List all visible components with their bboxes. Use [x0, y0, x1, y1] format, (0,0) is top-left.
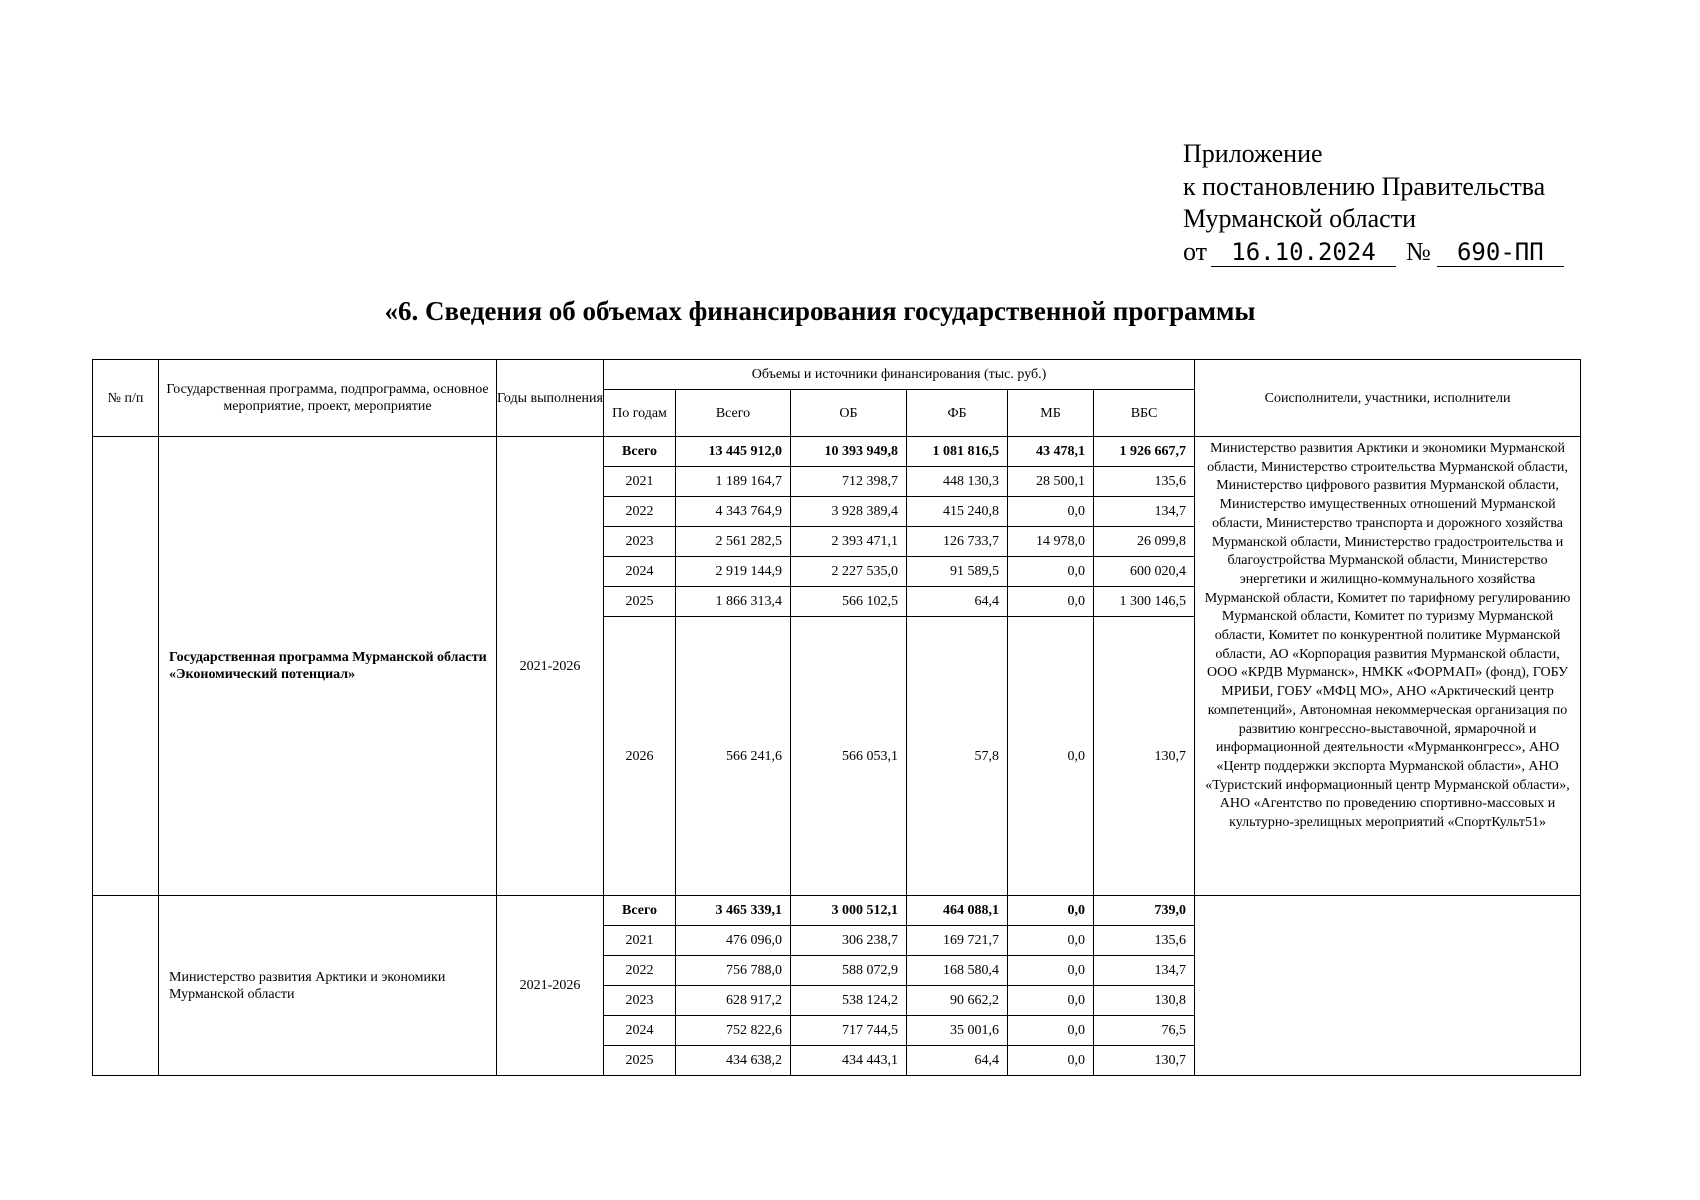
coexecutors-cell: Министерство развития Арктики и экономики Мурманской области, Министерство строительства Мурманской области, Министерство цифрового развития Мурманской области, Министерство имущественных отношений Мурманской области, Министерство транспорта и дорожного хозяйства Мурманской области, Министерство градостроительства и благоустройства Мурманской области, Министерство энергетики и жилищно-коммунального хозяйства Мурманской области, Комитет по тарифному регулированию Мурманской области, Комитет по туризму Мурманской области, Комитет по конкурентной политике Мурманской области, АО «Корпорация развития Мурманской области, ООО «КРДВ Мурманск», НМКК «ФОРМАП» (фонд), ГОБУ МРИБИ, ГОБУ «МФЦ МО», АНО «Арктический центр компетенций», Автономная некоммерческая организация по развитию конгрессно-выставочной, ярмарочной и информационной деятельности «Мурманконгресс», АНО «Центр поддержки экспорта Мурманской области», АНО «Туристский информационный центр Мурманской области», АНО «Агентство по проведению спортивно-массовых и культурно-зрелищных мероприятий «СпортКульт51» — [1195, 437, 1581, 896]
program-name-cell: Министерство развития Арктики и экономики Мурманской области — [159, 896, 497, 1076]
vbs-cell: 1 300 146,5 — [1094, 587, 1195, 617]
ob-cell: 3 928 389,4 — [791, 497, 907, 527]
program-name-cell: Государственная программа Мурманской области «Экономический потенциал» — [159, 437, 497, 896]
fb-cell: 415 240,8 — [907, 497, 1008, 527]
col-header-ob: ОБ — [791, 390, 907, 437]
mb-cell: 0,0 — [1008, 587, 1094, 617]
fb-cell: 35 001,6 — [907, 1016, 1008, 1046]
mb-cell: 0,0 — [1008, 617, 1094, 896]
appendix-line-3: Мурманской области — [1183, 204, 1416, 233]
year-cell: Всего — [604, 896, 676, 926]
mb-cell: 0,0 — [1008, 1046, 1094, 1076]
fb-cell: 126 733,7 — [907, 527, 1008, 557]
date-prefix: от — [1183, 236, 1208, 266]
header-row-1 — [93, 360, 1581, 390]
ob-cell: 717 744,5 — [791, 1016, 907, 1046]
ob-cell: 2 227 535,0 — [791, 557, 907, 587]
row-num-cell — [93, 896, 159, 1076]
vbs-cell: 134,7 — [1094, 956, 1195, 986]
col-header-funding: Объемы и источники финансирования (тыс. руб.) — [604, 360, 1195, 390]
number-sign: № — [1406, 236, 1431, 266]
resolution-date: 16.10.2024 — [1211, 238, 1396, 267]
mb-cell: 0,0 — [1008, 896, 1094, 926]
ob-cell: 306 238,7 — [791, 926, 907, 956]
fb-cell: 64,4 — [907, 587, 1008, 617]
mb-cell: 28 500,1 — [1008, 467, 1094, 497]
mb-cell: 0,0 — [1008, 986, 1094, 1016]
ob-cell: 566 053,1 — [791, 617, 907, 896]
fb-cell: 64,4 — [907, 1046, 1008, 1076]
year-cell: 2024 — [604, 557, 676, 587]
year-cell: 2023 — [604, 527, 676, 557]
fb-cell: 1 081 816,5 — [907, 437, 1008, 467]
financing-table — [92, 359, 1581, 1076]
col-header-num: № п/п — [93, 360, 159, 437]
ob-cell: 434 443,1 — [791, 1046, 907, 1076]
ob-cell: 588 072,9 — [791, 956, 907, 986]
ob-cell: 3 000 512,1 — [791, 896, 907, 926]
mb-cell: 14 978,0 — [1008, 527, 1094, 557]
vbs-cell: 600 020,4 — [1094, 557, 1195, 587]
vbs-cell: 1 926 667,7 — [1094, 437, 1195, 467]
mb-cell: 0,0 — [1008, 926, 1094, 956]
resolution-number: 690-ПП — [1437, 238, 1564, 267]
total-cell: 756 788,0 — [676, 956, 791, 986]
section-title: «6. Сведения об объемах финансирования государственной программы — [384, 296, 1256, 326]
vbs-cell: 134,7 — [1094, 497, 1195, 527]
year-cell: 2026 — [604, 617, 676, 896]
table-row — [93, 437, 1581, 467]
vbs-cell: 739,0 — [1094, 896, 1195, 926]
vbs-cell: 130,7 — [1094, 1046, 1195, 1076]
total-cell: 2 919 144,9 — [676, 557, 791, 587]
vbs-cell: 76,5 — [1094, 1016, 1195, 1046]
program-years-cell: 2021-2026 — [497, 896, 604, 1076]
row-num-cell — [93, 437, 159, 896]
col-header-years: Годы выполнения — [497, 360, 604, 437]
fb-cell: 464 088,1 — [907, 896, 1008, 926]
mb-cell: 43 478,1 — [1008, 437, 1094, 467]
total-cell: 2 561 282,5 — [676, 527, 791, 557]
total-cell: 566 241,6 — [676, 617, 791, 896]
year-cell: 2021 — [604, 467, 676, 497]
mb-cell: 0,0 — [1008, 1016, 1094, 1046]
year-cell: Всего — [604, 437, 676, 467]
year-cell: 2023 — [604, 986, 676, 1016]
ob-cell: 538 124,2 — [791, 986, 907, 1016]
fb-cell: 57,8 — [907, 617, 1008, 896]
ob-cell: 712 398,7 — [791, 467, 907, 497]
fb-cell: 91 589,5 — [907, 557, 1008, 587]
ob-cell: 10 393 949,8 — [791, 437, 907, 467]
coexecutors-cell — [1195, 896, 1581, 1076]
total-cell: 3 465 339,1 — [676, 896, 791, 926]
fb-cell: 90 662,2 — [907, 986, 1008, 1016]
appendix-line-2: к постановлению Правительства — [1183, 171, 1546, 201]
vbs-cell: 135,6 — [1094, 926, 1195, 956]
fb-cell: 169 721,7 — [907, 926, 1008, 956]
vbs-cell: 130,7 — [1094, 617, 1195, 896]
year-cell: 2022 — [604, 956, 676, 986]
total-cell: 628 917,2 — [676, 986, 791, 1016]
appendix-date-line — [1183, 236, 1564, 269]
year-cell: 2022 — [604, 497, 676, 527]
mb-cell: 0,0 — [1008, 956, 1094, 986]
total-cell: 13 445 912,0 — [676, 437, 791, 467]
vbs-cell: 135,6 — [1094, 467, 1195, 497]
total-cell: 1 189 164,7 — [676, 467, 791, 497]
col-header-by-years: По годам — [604, 390, 676, 437]
total-cell: 752 822,6 — [676, 1016, 791, 1046]
col-header-vbs: ВБС — [1094, 390, 1195, 437]
col-header-total: Всего — [676, 390, 791, 437]
total-cell: 434 638,2 — [676, 1046, 791, 1076]
mb-cell: 0,0 — [1008, 557, 1094, 587]
total-cell: 4 343 764,9 — [676, 497, 791, 527]
mb-cell: 0,0 — [1008, 497, 1094, 527]
col-header-mb: МБ — [1008, 390, 1094, 437]
fb-cell: 448 130,3 — [907, 467, 1008, 497]
col-header-program: Государственная программа, подпрограмма, основное мероприятие, проект, мероприятие — [159, 360, 497, 437]
fb-cell: 168 580,4 — [907, 956, 1008, 986]
table-row — [93, 896, 1581, 926]
vbs-cell: 26 099,8 — [1094, 527, 1195, 557]
vbs-cell: 130,8 — [1094, 986, 1195, 1016]
total-cell: 1 866 313,4 — [676, 587, 791, 617]
total-cell: 476 096,0 — [676, 926, 791, 956]
ob-cell: 566 102,5 — [791, 587, 907, 617]
year-cell: 2025 — [604, 587, 676, 617]
year-cell: 2021 — [604, 926, 676, 956]
ob-cell: 2 393 471,1 — [791, 527, 907, 557]
col-header-coexec: Соисполнители, участники, исполнители — [1195, 360, 1581, 437]
year-cell: 2025 — [604, 1046, 676, 1076]
program-years-cell: 2021-2026 — [497, 437, 604, 896]
appendix-header — [1183, 138, 1564, 268]
col-header-fb: ФБ — [907, 390, 1008, 437]
appendix-line-1: Приложение — [1183, 139, 1323, 168]
year-cell: 2024 — [604, 1016, 676, 1046]
